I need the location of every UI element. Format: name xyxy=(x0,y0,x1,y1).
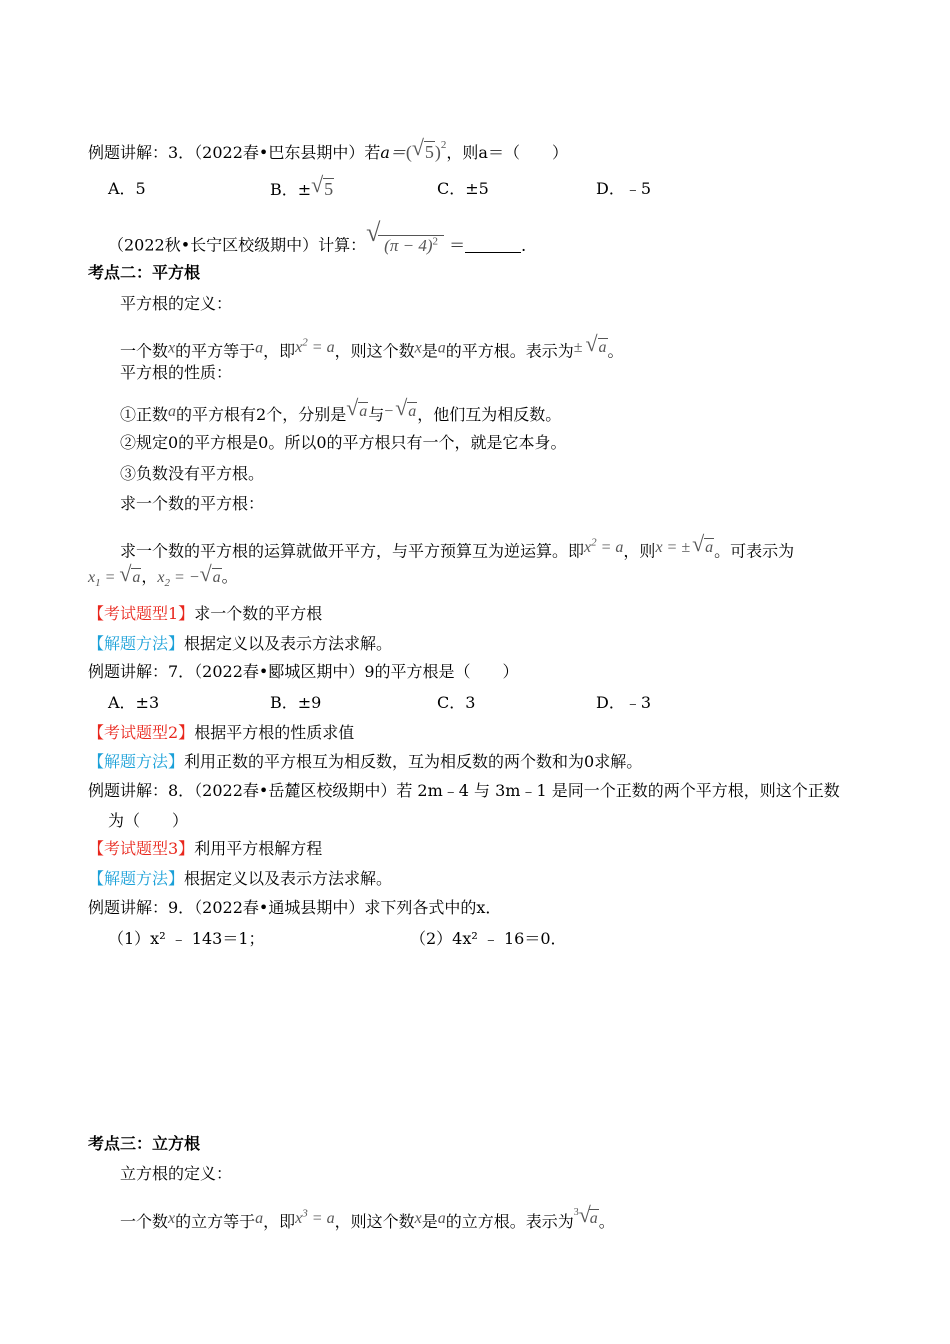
method2: 【解题方法】利用正数的平方根互为相反数，互为相反数的两个数和为0求解。 xyxy=(88,752,643,771)
example-9-part2: （2）4x² ﹣ 16＝0． xyxy=(410,929,567,948)
example-3-prefix: 例题讲解：3．（2022春•巴东县期中）若 xyxy=(88,143,381,162)
kp2-find-expr: $x_1$ = √ a，$x_2$ = − √ a。 xyxy=(88,561,238,590)
type2: 【考试题型2】根据平方根的性质求值 xyxy=(88,723,355,742)
ex3-option-a: A．5 xyxy=(108,179,146,198)
kp2-find-title: 求一个数的平方根： xyxy=(120,494,265,513)
kp3-title: 考点三：立方根 xyxy=(88,1134,201,1153)
method1: 【解题方法】根据定义以及表示方法求解。 xyxy=(88,634,393,653)
example-3-question: a＝（ ） xyxy=(478,143,568,162)
kp3-def-title: 立方根的定义： xyxy=(120,1164,233,1183)
example-9-part1: （1）x² ﹣ 143＝1； xyxy=(108,929,265,948)
kp2-find-text: 求一个数的平方根的运算就做开平方，与平方预算互为逆运算。即$x^2 = a$，则x = ± √ a。可表示为 xyxy=(120,531,795,561)
type3: 【考试题型3】利用平方根解方程 xyxy=(88,839,323,858)
calc-question: （2022秋•长宁区校级期中）计算： √ $(\pi - 4)^2$ ＝ ． xyxy=(108,218,538,255)
ex7-option-a: A．±3 xyxy=(108,693,160,712)
example-8-line1: 例题讲解：8．（2022春•岳麓区校级期中）若 2m﹣4 与 3m﹣1 是同一个正数的两个平方根，则这个正数 xyxy=(88,781,840,800)
kp2-prop1: ①正数a的平方根有2个，分别是 √ a与− √ a，他们互为相反数。 xyxy=(120,395,562,424)
example-3-then: ，则 xyxy=(446,143,479,162)
answer-blank xyxy=(465,236,521,253)
ex7-option-d: D．﹣3 xyxy=(596,693,652,712)
ex3-option-c: C．±5 xyxy=(437,179,489,198)
type1: 【考试题型1】求一个数的平方根 xyxy=(88,604,323,623)
sqrt5-squared: ( √ 5)$^2$ xyxy=(405,135,447,162)
example-9: 例题讲解：9．（2022春•通城县期中）求下列各式中的x． xyxy=(88,898,502,917)
type3-tag: 【考试题型3】 xyxy=(88,839,195,858)
example-3-a: a＝ xyxy=(380,143,406,162)
method1-tag: 【解题方法】 xyxy=(88,634,185,653)
example-7: 例题讲解：7．（2022春•郾城区期中）9的平方根是（ ） xyxy=(88,662,519,681)
kp2-definition: 一个数x的平方等于a，即$x^2 = a$，则这个数x是a的平方根。表示为± √ a。 xyxy=(120,331,624,361)
ex7-option-b: B．±9 xyxy=(270,693,322,712)
method2-tag: 【解题方法】 xyxy=(88,752,185,771)
ex7-option-c: C．3 xyxy=(437,693,476,712)
method3-tag: 【解题方法】 xyxy=(88,869,185,888)
example-8-line2: 为（ ） xyxy=(108,811,189,830)
example-3 xyxy=(88,134,568,164)
type1-tag: 【考试题型1】 xyxy=(88,604,195,623)
ex3-option-b: B．± √ 5 xyxy=(270,172,334,199)
type2-tag: 【考试题型2】 xyxy=(88,723,195,742)
kp2-prop-title: 平方根的性质： xyxy=(120,363,233,382)
kp2-prop3: ③负数没有平方根。 xyxy=(120,464,265,483)
kp2-def-title: 平方根的定义： xyxy=(120,294,233,313)
ex3-option-d: D．﹣5 xyxy=(596,179,652,198)
method3: 【解题方法】根据定义以及表示方法求解。 xyxy=(88,869,393,888)
kp3-definition: 一个数x的立方等于a，即$x^3 = a$，则这个数x是a的立方根。表示为$^3$ √ a。 xyxy=(120,1202,615,1231)
kp2-title: 考点二：平方根 xyxy=(88,263,201,282)
kp2-prop2: ②规定0的平方根是0。所以0的平方根只有一个，就是它本身。 xyxy=(120,433,567,452)
